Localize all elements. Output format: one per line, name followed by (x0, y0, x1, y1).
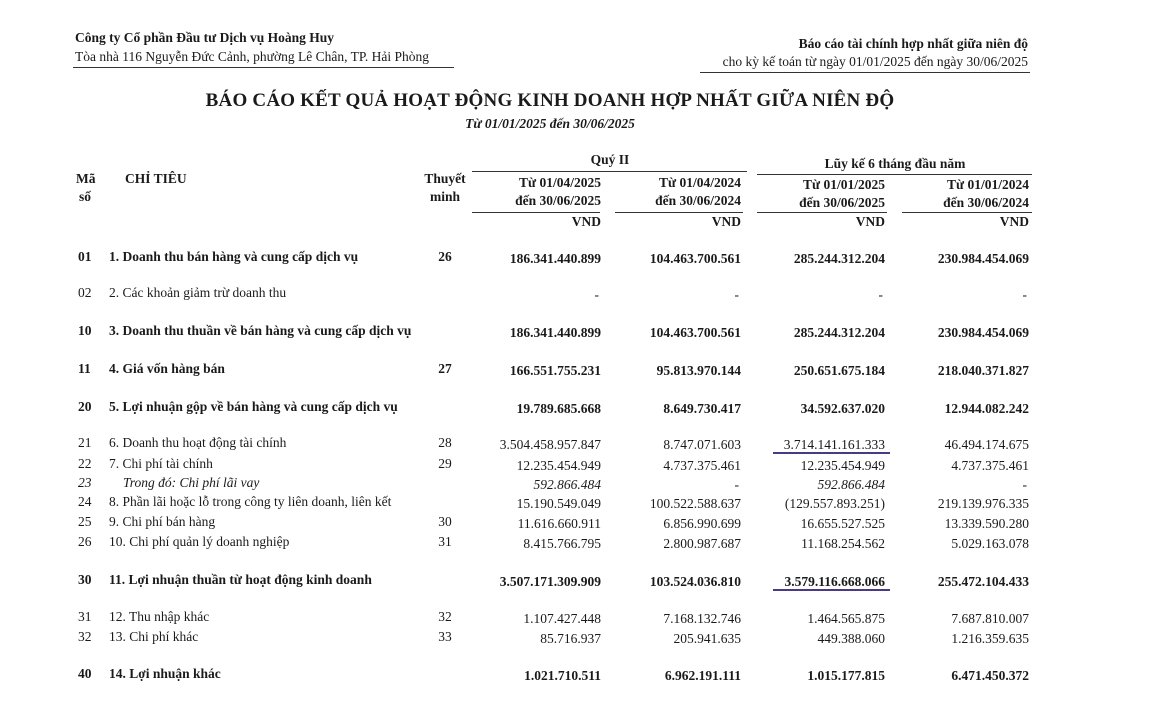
col-code-header-2: số (79, 189, 92, 204)
row-label: 12. Thu nhập khác (109, 609, 210, 624)
col-note-header-2: minh (429, 189, 460, 204)
row-code: 01 (78, 249, 92, 264)
row-note: 27 (438, 361, 452, 376)
col2-header-2: đến 30/06/2024 (655, 193, 741, 208)
row-value-col4: 12.944.082.242 (944, 401, 1029, 416)
row-code: 26 (78, 534, 92, 549)
row-label: 9. Chi phí bán hàng (109, 514, 216, 529)
col3-unit-rule (757, 212, 887, 213)
row-value-col3: 34.592.637.020 (800, 401, 885, 416)
row-value-col4: 13.339.590.280 (944, 516, 1029, 531)
row-value-col3: 592.866.484 (817, 477, 885, 492)
report-title: BÁO CÁO KẾT QUẢ HOẠT ĐỘNG KINH DOANH HỢP NHẤT GIỮA NIÊN ĐỘ (205, 90, 895, 111)
row-code: 21 (78, 435, 92, 450)
row-code: 25 (78, 514, 92, 529)
row-value-col3: 250.651.675.184 (793, 363, 885, 378)
row-code: 11 (78, 361, 91, 376)
group-q2-rule (472, 171, 747, 172)
col-note-header-1: Thuyết (424, 171, 466, 186)
row-value-col2: 7.168.132.746 (663, 611, 741, 626)
row-value-col1: 186.341.440.899 (509, 325, 601, 340)
row-value-col1: 11.616.660.911 (517, 516, 601, 531)
row-label: 5. Lợi nhuận gộp về bán hàng và cung cấp dịch vụ (109, 399, 398, 414)
row-value-col2: 103.524.036.810 (649, 574, 741, 589)
row-value-col2: 104.463.700.561 (649, 325, 741, 340)
row-label: 14. Lợi nhuận khác (109, 666, 221, 681)
row-label: 13. Chi phí khác (109, 629, 199, 644)
row-code: 24 (78, 494, 92, 509)
row-code: 23 (78, 475, 92, 490)
row-value-col1: 3.504.458.957.847 (499, 437, 601, 452)
highlight-underline-row21 (773, 452, 890, 454)
report-subtitle: Từ 01/01/2025 đến 30/06/2025 (465, 116, 635, 131)
row-value-col2: 104.463.700.561 (649, 251, 741, 266)
report-type: Báo cáo tài chính hợp nhất giữa niên độ (798, 36, 1028, 51)
row-value-col4: 4.737.375.461 (951, 458, 1029, 473)
col4-unit: VND (999, 214, 1029, 229)
row-value-col3: 3.579.116.668.066 (784, 574, 885, 589)
row-label: 7. Chi phí tài chính (109, 456, 213, 471)
row-value-col2: - (734, 287, 739, 302)
row-value-col4: 7.687.810.007 (951, 611, 1029, 626)
row-label: 11. Lợi nhuận thuần từ hoạt động kinh doanh (109, 572, 372, 587)
row-value-col1: 8.415.766.795 (523, 536, 601, 551)
row-value-col2: 8.649.730.417 (663, 401, 741, 416)
row-value-col4: 5.029.163.078 (951, 536, 1029, 551)
row-value-col1: 592.866.484 (533, 477, 601, 492)
row-value-col2: 6.856.990.699 (663, 516, 741, 531)
row-value-col2: 95.813.970.144 (656, 363, 741, 378)
row-label: 8. Phần lãi hoặc lỗ trong công ty liên doanh, liên kết (109, 494, 392, 509)
row-value-col1: 166.551.755.231 (509, 363, 601, 378)
row-value-col1: 186.341.440.899 (509, 251, 601, 266)
row-label: 6. Doanh thu hoạt động tài chính (109, 435, 287, 450)
row-label: 2. Các khoản giảm trừ doanh thu (109, 285, 287, 300)
row-value-col2: 2.800.987.687 (663, 536, 741, 551)
row-value-col1: 15.190.549.049 (516, 496, 601, 511)
col3-header-2: đến 30/06/2025 (799, 195, 885, 210)
row-value-col3: (129.557.893.251) (784, 496, 885, 511)
row-note: 32 (438, 609, 452, 624)
row-value-col3: 11.168.254.562 (801, 536, 885, 551)
col-code-header-1: Mã (76, 171, 96, 186)
row-note: 29 (438, 456, 452, 471)
col2-unit-rule (615, 212, 743, 213)
row-value-col1: 1.021.710.511 (524, 668, 601, 683)
row-value-col1: 12.235.454.949 (516, 458, 601, 473)
row-value-col1: 85.716.937 (540, 631, 601, 646)
row-note: 31 (438, 534, 452, 549)
group-q2-header: Quý II (590, 152, 630, 167)
row-value-col3: 1.464.565.875 (807, 611, 885, 626)
row-label: 4. Giá vốn hàng bán (109, 361, 225, 376)
row-note: 33 (438, 629, 452, 644)
row-code: 30 (78, 572, 92, 587)
row-value-col4: - (1022, 287, 1027, 302)
row-value-col4: 218.040.371.827 (937, 363, 1029, 378)
col4-header-1: Từ 01/01/2024 (947, 177, 1029, 192)
row-note: 28 (438, 435, 452, 450)
row-code: 10 (78, 323, 92, 338)
row-code: 31 (78, 609, 92, 624)
row-value-col1: 1.107.427.448 (523, 611, 601, 626)
row-value-col3: 285.244.312.204 (793, 251, 885, 266)
row-value-col4: 6.471.450.372 (951, 668, 1029, 683)
col3-unit: VND (855, 214, 885, 229)
col1-header-2: đến 30/06/2025 (515, 193, 601, 208)
highlight-underline-row30 (773, 589, 890, 591)
row-note: 26 (438, 249, 452, 264)
row-value-col3: 3.714.141.161.333 (783, 437, 885, 452)
row-value-col2: - (734, 477, 739, 492)
row-code: 40 (78, 666, 92, 681)
row-value-col4: 230.984.454.069 (937, 325, 1029, 340)
row-value-col4: 255.472.104.433 (937, 574, 1029, 589)
row-code: 32 (78, 629, 92, 644)
row-label: 10. Chi phí quản lý doanh nghiệp (109, 534, 290, 549)
company-address: Tòa nhà 116 Nguyễn Đức Cảnh, phường Lê Chân, TP. Hải Phòng (75, 49, 429, 64)
col1-header-1: Từ 01/04/2025 (519, 175, 601, 190)
row-code: 22 (78, 456, 92, 471)
row-value-col3: - (878, 287, 883, 302)
row-value-col4: 230.984.454.069 (937, 251, 1029, 266)
row-value-col3: 285.244.312.204 (793, 325, 885, 340)
row-value-col2: 8.747.071.603 (663, 437, 741, 452)
row-value-col4: 219.139.976.335 (937, 496, 1029, 511)
row-value-col1: 19.789.685.668 (516, 401, 601, 416)
header-rule-right (700, 72, 1030, 73)
row-value-col4: 1.216.359.635 (951, 631, 1029, 646)
row-value-col3: 16.655.527.525 (800, 516, 885, 531)
row-value-col3: 1.015.177.815 (807, 668, 885, 683)
row-label: Trong đó: Chi phí lãi vay (123, 475, 260, 490)
row-value-col2: 100.522.588.637 (649, 496, 741, 511)
col-item-header: CHỈ TIÊU (125, 171, 187, 186)
row-value-col3: 449.388.060 (817, 631, 885, 646)
row-value-col2: 6.962.191.111 (664, 668, 741, 683)
row-code: 20 (78, 399, 92, 414)
row-value-col3: 12.235.454.949 (800, 458, 885, 473)
group-ytd-header: Lũy kế 6 tháng đầu năm (824, 156, 966, 171)
col2-header-1: Từ 01/04/2024 (659, 175, 741, 190)
row-value-col1: 3.507.171.309.909 (499, 574, 601, 589)
col2-unit: VND (711, 214, 741, 229)
row-value-col1: - (594, 287, 599, 302)
col1-unit: VND (571, 214, 601, 229)
row-note: 30 (438, 514, 452, 529)
report-period: cho kỳ kế toán từ ngày 01/01/2025 đến ngày 30/06/2025 (722, 54, 1028, 69)
row-value-col4: - (1022, 477, 1027, 492)
row-label: 1. Doanh thu bán hàng và cung cấp dịch vụ (109, 249, 359, 264)
col3-header-1: Từ 01/01/2025 (803, 177, 885, 192)
row-value-col2: 4.737.375.461 (663, 458, 741, 473)
col1-unit-rule (472, 212, 600, 213)
row-code: 02 (78, 285, 92, 300)
header-rule-left (73, 67, 454, 68)
row-value-col2: 205.941.635 (673, 631, 741, 646)
col4-header-2: đến 30/06/2024 (943, 195, 1029, 210)
row-label: 3. Doanh thu thuần về bán hàng và cung cấp dịch vụ (109, 323, 412, 338)
col4-unit-rule (902, 212, 1032, 213)
group-ytd-rule (757, 174, 1032, 175)
company-name: Công ty Cổ phần Đầu tư Dịch vụ Hoàng Huy (75, 30, 335, 45)
row-value-col4: 46.494.174.675 (944, 437, 1029, 452)
